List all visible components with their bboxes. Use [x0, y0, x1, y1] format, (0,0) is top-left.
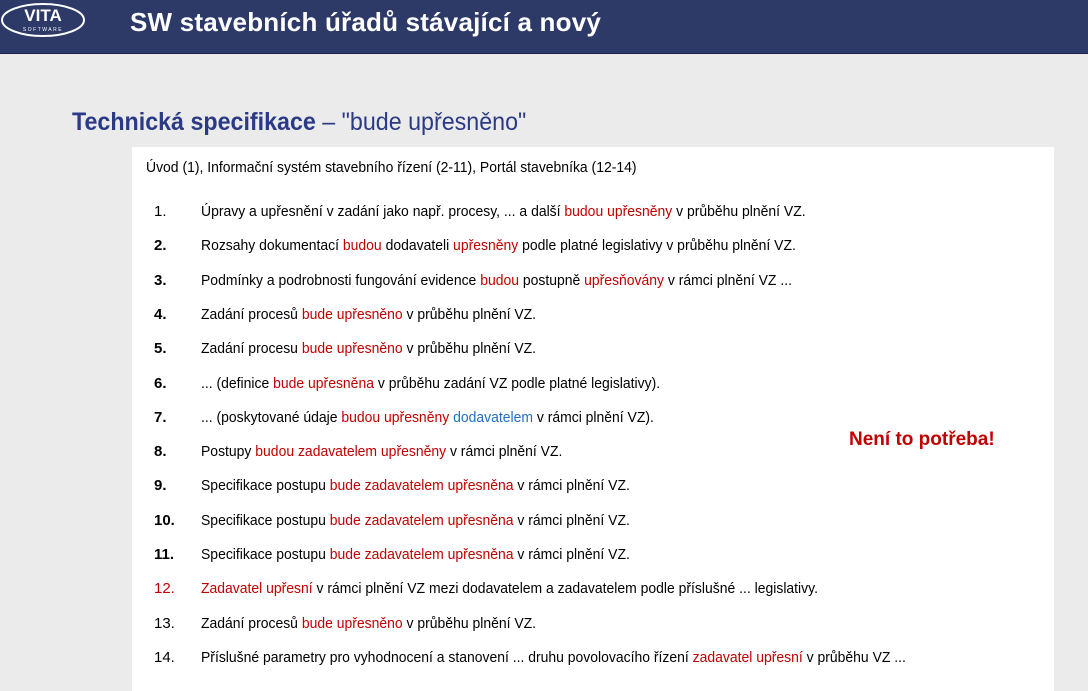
list-item-number: 10.	[154, 512, 175, 529]
highlighted-phrase: bude zadavatelem upřesněna	[329, 546, 514, 563]
text-segment: ... (poskytované údaje	[201, 409, 342, 426]
text-segment: Příslušné parametry pro vyhodnocení a stanovení ... druhu povolovacího řízení	[201, 649, 693, 666]
note-callout: Není to potřeba!	[849, 429, 995, 450]
highlighted-phrase: bude zadavatelem upřesněna	[329, 477, 514, 494]
highlighted-phrase: Zadavatel upřesní	[201, 580, 313, 597]
highlighted-phrase: dodavatelem	[453, 409, 533, 426]
list-item-number: 9.	[154, 477, 167, 494]
text-segment: v rámci plnění VZ.	[513, 546, 630, 563]
list-item-text	[201, 306, 536, 323]
list-item-number: 6.	[154, 375, 167, 392]
text-segment: ... (definice	[201, 375, 274, 392]
vita-logo	[0, 2, 86, 38]
text-segment: Zadání procesů	[201, 615, 302, 632]
list-item-text	[201, 203, 806, 220]
text-segment: v rámci plnění VZ.	[513, 477, 630, 494]
text-segment: v rámci plnění VZ ...	[664, 272, 792, 289]
text-segment: Postupy	[201, 443, 256, 460]
list-item-text	[201, 512, 630, 529]
list-item-number: 3.	[154, 272, 167, 289]
text-segment: Specifikace postupu	[201, 512, 330, 529]
text-segment: Specifikace postupu	[201, 477, 330, 494]
highlighted-phrase: upřesňovány	[584, 272, 665, 289]
highlighted-phrase: bude upřesněna	[273, 375, 374, 392]
list-item-text	[201, 546, 630, 563]
text-segment: v rámci plnění VZ mezi dodavatelem a zadavatelem podle příslušné ... legislativy.	[312, 580, 818, 597]
text-segment: v průběhu plnění VZ.	[402, 306, 537, 323]
highlighted-phrase: bude zadavatelem upřesněna	[329, 512, 514, 529]
list-item-number: 7.	[154, 409, 167, 426]
list-item-text	[201, 615, 536, 632]
text-segment: v průběhu VZ ...	[802, 649, 906, 666]
list-item-text	[201, 409, 654, 426]
header-bar	[0, 0, 1088, 53]
highlighted-phrase: budou	[342, 237, 382, 254]
text-segment: Podmínky a podrobnosti fungování evidence	[201, 272, 481, 289]
section-title-bold: Technická specifikace	[72, 108, 316, 136]
text-segment: v průběhu plnění VZ.	[402, 340, 537, 357]
highlighted-phrase: budou	[480, 272, 519, 289]
text-segment: v průběhu plnění VZ.	[402, 615, 537, 632]
highlighted-phrase: zadavatel upřesní	[692, 649, 803, 666]
highlighted-phrase: budou zadavatelem upřesněny	[255, 443, 447, 460]
text-segment: v průběhu plnění VZ.	[672, 203, 806, 220]
list-item-text	[201, 580, 818, 597]
text-segment: Úpravy a upřesnění v zadání jako např. procesy, ... a další	[201, 203, 565, 220]
list-item-number: 1.	[154, 203, 167, 220]
text-segment: dodavateli	[381, 237, 454, 254]
list-item-text	[201, 340, 536, 357]
logo-subtext: SOFTWARE	[22, 27, 64, 33]
list-item-number: 11.	[154, 546, 175, 563]
list-item-text	[201, 443, 562, 460]
text-segment: v rámci plnění VZ).	[532, 409, 654, 426]
text-segment: Zadání procesů	[201, 306, 302, 323]
list-item-text	[201, 477, 630, 494]
text-segment: Rozsahy dokumentací	[201, 237, 343, 254]
list-item-number: 5.	[154, 340, 167, 357]
list-item-text	[201, 375, 660, 392]
text-segment: v průběhu zadání VZ podle platné legislativy).	[373, 375, 661, 392]
highlighted-phrase: budou upřesněny	[341, 409, 450, 426]
list-item-text	[201, 272, 792, 289]
list-item-number: 14.	[154, 649, 175, 666]
logo-text: VITA	[24, 6, 62, 25]
text-segment: Zadání procesu	[201, 340, 302, 357]
section-title	[72, 108, 526, 137]
highlighted-phrase: bude upřesněno	[301, 615, 403, 632]
list-item-text	[201, 649, 906, 666]
text-segment: v rámci plnění VZ.	[513, 512, 630, 529]
list-item-number: 2.	[154, 237, 167, 254]
list-item-number: 4.	[154, 306, 167, 323]
list-item-number: 8.	[154, 443, 167, 460]
list-item-number: 12.	[154, 580, 175, 597]
highlighted-phrase: upřesněny	[453, 237, 519, 254]
text-segment: Specifikace postupu	[201, 546, 330, 563]
highlighted-phrase: bude upřesněno	[301, 340, 403, 357]
text-segment: v rámci plnění VZ.	[446, 443, 563, 460]
section-title-rest: – "bude upřesněno"	[315, 108, 527, 136]
list-item-number: 13.	[154, 615, 175, 632]
header-title: SW stavebních úřadů stávající a nový	[130, 7, 602, 37]
highlighted-phrase: bude upřesněno	[301, 306, 403, 323]
list-item-text	[201, 237, 796, 254]
intro-text: Úvod (1), Informační systém stavebního řízení (2-11), Portál stavebníka (12-14)	[146, 159, 637, 176]
highlighted-phrase: budou upřesněny	[564, 203, 673, 220]
text-segment: podle platné legislativy v průběhu plnění VZ.	[518, 237, 796, 254]
text-segment: postupně	[518, 272, 585, 289]
